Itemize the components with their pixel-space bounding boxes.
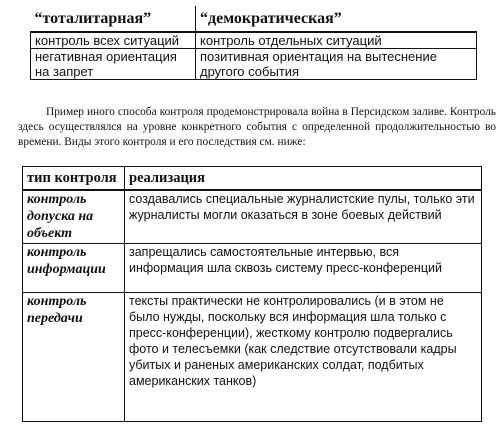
table-row: [31, 32, 477, 49]
column-header-totalitarian: “тоталитарная”: [31, 6, 196, 32]
table-cell: контроль всех ситуаций: [31, 32, 196, 49]
control-types-table: [22, 166, 482, 422]
control-type-cell: контроль передачи: [23, 293, 125, 422]
implementation-cell: тексты практически не контролировались (и в этом не было нужды, поскольку вся информация шла только с пресс-конференции), жесткому контролю подвергались фото и телесъемки (как следствие отсутствовали кадры убитых и раненых американских солдат, подбитых американских танков): [125, 293, 482, 422]
table-header-row: [23, 167, 482, 191]
table-header-row: [31, 6, 477, 32]
table-row: [23, 293, 482, 422]
comparison-table: [30, 6, 477, 80]
table-cell: негативная ориентация на запрет: [31, 49, 196, 80]
column-header-control-type: тип контроля: [23, 167, 125, 191]
table-row: [31, 49, 477, 80]
implementation-cell: создавались специальные журналистские пулы, только эти журналисты могли оказаться в зоне боевых действий: [125, 190, 482, 244]
implementation-cell: запрещались самостоятельные интервью, вся информация шла сквозь систему пресс-конференций: [125, 244, 482, 293]
table-row: [23, 244, 482, 293]
table-cell: контроль отдельных ситуаций: [196, 32, 477, 49]
column-header-democratic: “демократическая”: [196, 6, 477, 32]
table-row: [23, 190, 482, 244]
column-header-implementation: реализация: [125, 167, 482, 191]
table-cell: позитивная ориентация на вытеснение другого события: [196, 49, 477, 80]
body-paragraph: Пример иного способа контроля продемонстрировала война в Персидском заливе. Контроль здесь осуществлялся на уровне конкретного события с определенной продолжительностью во времени. Виды этого контроля и его последствия см. ниже:: [18, 106, 496, 148]
control-type-cell: контроль допуска на объект: [23, 190, 125, 244]
control-type-cell: контроль информации: [23, 244, 125, 293]
